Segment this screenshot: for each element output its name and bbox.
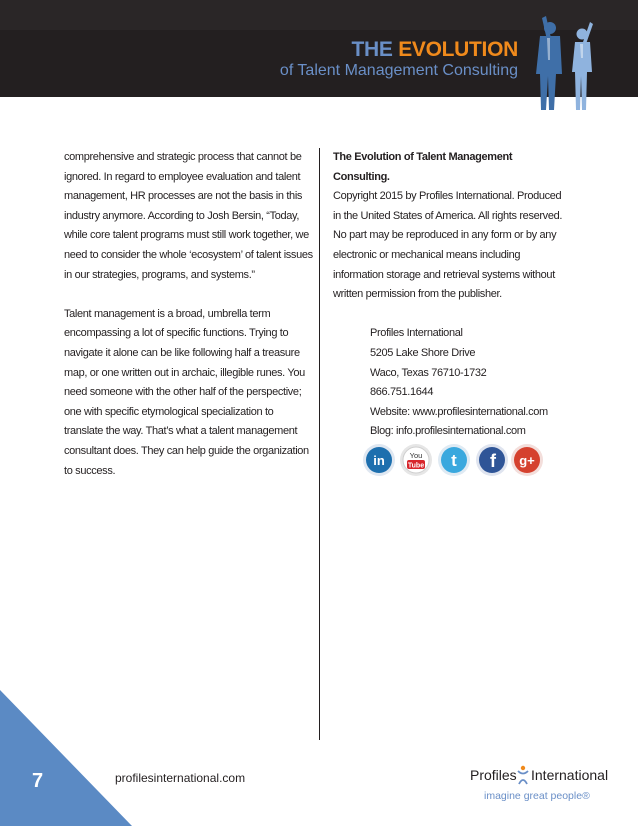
header-title-block	[280, 38, 518, 80]
title-evolution: EVOLUTION	[398, 38, 518, 61]
linkedin-icon[interactable]	[362, 443, 396, 477]
facebook-icon-label: f	[490, 451, 496, 471]
logo-text-profiles: Profiles	[470, 767, 517, 783]
address-blog[interactable]: Blog: info.profilesinternational.com	[370, 425, 526, 438]
googleplus-icon-label: g+	[519, 453, 535, 468]
page-subtitle: of Talent Management Consulting	[279, 62, 518, 79]
title-the: THE	[351, 38, 393, 61]
facebook-icon[interactable]	[475, 443, 509, 477]
right-column	[333, 148, 568, 442]
logo-text-international: International	[531, 767, 609, 783]
youtube-icon[interactable]	[399, 443, 433, 477]
left-column	[64, 148, 314, 501]
logo-figure-icon	[516, 765, 530, 785]
address-website[interactable]: Website: www.profilesinternational.com	[370, 405, 548, 418]
column-divider	[319, 148, 320, 740]
address-phone: 866.751.1644	[370, 386, 434, 399]
linkedin-icon-label: in	[373, 453, 385, 468]
youtube-icon-top-label: You	[409, 451, 423, 460]
contact-address	[370, 324, 568, 442]
profiles-international-logo	[470, 765, 610, 809]
address-city: Waco, Texas 76710-1732	[370, 366, 487, 379]
address-company: Profiles International	[370, 327, 463, 340]
youtube-icon-bottom-label: Tube	[407, 462, 425, 470]
page-title	[280, 38, 518, 62]
page-corner-shape	[0, 690, 132, 826]
copyright-text: Copyright 2015 by Profiles International. Produced in the United States of America. All rights reserved. No part may be reproduced in any form or by any electronic or mechanical means including information storage and retrieval systems without written permission from the publisher.	[333, 190, 563, 301]
left-paragraph-1: comprehensive and strategic process that cannot be ignored. In regard to employee evaluation and talent management, HR processes are not the basis in this industry anymore. According to Josh Bersin, “Today, while core talent programs must still work together, we need to consider the whole ‘ecosystem’ of talent issues in our strategies, programs, and systems.”	[64, 151, 313, 281]
footer-url[interactable]: profilesinternational.com	[115, 771, 246, 785]
copyright-heading: The Evolution of Talent Management Consulting.	[333, 151, 513, 183]
business-figures-illustration	[520, 14, 610, 112]
googleplus-icon[interactable]	[510, 443, 544, 477]
twitter-icon[interactable]	[437, 443, 471, 477]
page-number: 7	[32, 770, 44, 792]
twitter-icon-label: t	[451, 451, 457, 470]
address-street: 5205 Lake Shore Drive	[370, 346, 476, 359]
left-paragraph-2: Talent management is a broad, umbrella term encompassing a lot of specific functions. Trying to navigate it alone can be like following half a treasure map, or one written out in archaic, illegible runes. You need someone with the other half of the perspective; one with specific etymological specialization to translate the way. That’s what a talent management consultant does. They can help guide the organization to success.	[64, 307, 309, 477]
logo-tagline: imagine great people®	[484, 790, 590, 802]
